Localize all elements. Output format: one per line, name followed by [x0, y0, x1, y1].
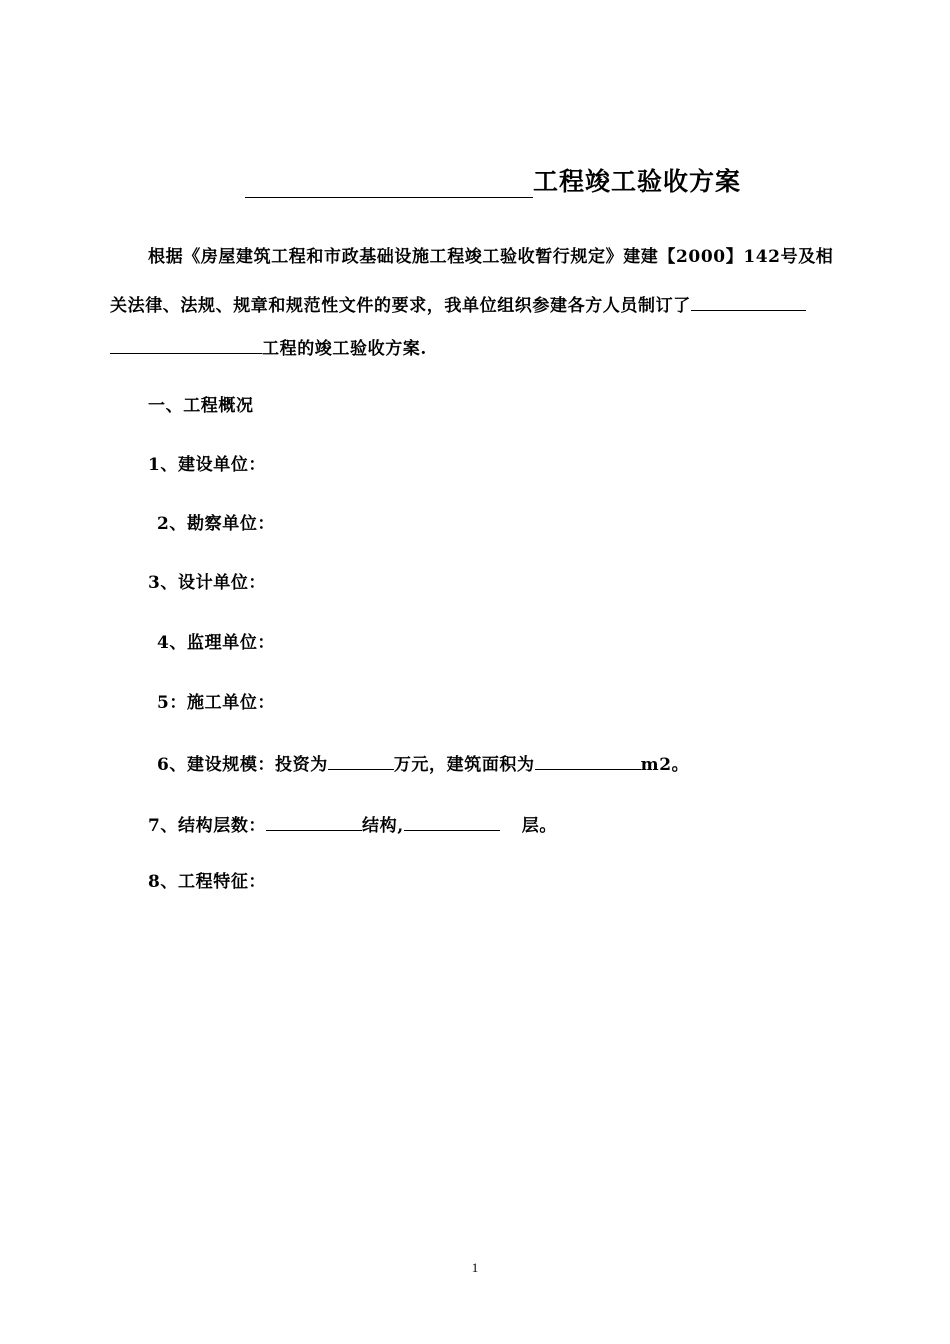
structure-type-blank[interactable] [266, 812, 362, 831]
item-project-features: 8、工程特征： [148, 872, 267, 892]
scale-mid: 万元，建筑面积为 [393, 755, 535, 775]
structure-prefix: 7、结构层数： [148, 816, 267, 836]
item-construction-scale [157, 751, 689, 776]
item-supervision-unit: 4、监理单位： [157, 633, 276, 653]
project-name-blank-inline[interactable] [691, 292, 806, 311]
structure-suffix: 层。 [521, 816, 557, 836]
intro-line-3-text: 工程的竣工验收方案. [262, 339, 427, 359]
intro-line-1: 根据《房屋建筑工程和市政基础设施工程竣工验收暂行规定》建建【2000】142号及相 [148, 247, 834, 267]
investment-blank[interactable] [328, 751, 394, 770]
page-number: 1 [471, 1260, 479, 1275]
intro-line-2-text: 关法律、法规、规章和规范性文件的要求，我单位组织参建各方人员制订了 [110, 296, 691, 316]
scale-suffix: m2。 [640, 755, 690, 775]
section-heading-overview: 一、工程概况 [148, 396, 254, 416]
area-blank[interactable] [535, 751, 641, 770]
intro-line-2 [110, 292, 806, 317]
item-construction-unit: 1、建设单位： [148, 455, 267, 475]
item-structure-floors [148, 812, 557, 837]
item-design-unit: 3、设计单位： [148, 573, 267, 593]
item-contractor-unit: 5：施工单位： [157, 693, 276, 713]
item-survey-unit: 2、勘察单位： [157, 514, 276, 534]
title-text: 工程竣工验收方案 [533, 167, 742, 196]
floors-blank[interactable] [404, 812, 500, 831]
intro-line-3 [110, 335, 427, 360]
scale-prefix: 6、建设规模：投资为 [157, 755, 328, 775]
structure-mid: 结构, [362, 816, 404, 836]
document-title [245, 162, 741, 198]
project-name-blank-continued[interactable] [110, 335, 262, 354]
project-name-blank[interactable] [245, 167, 533, 198]
